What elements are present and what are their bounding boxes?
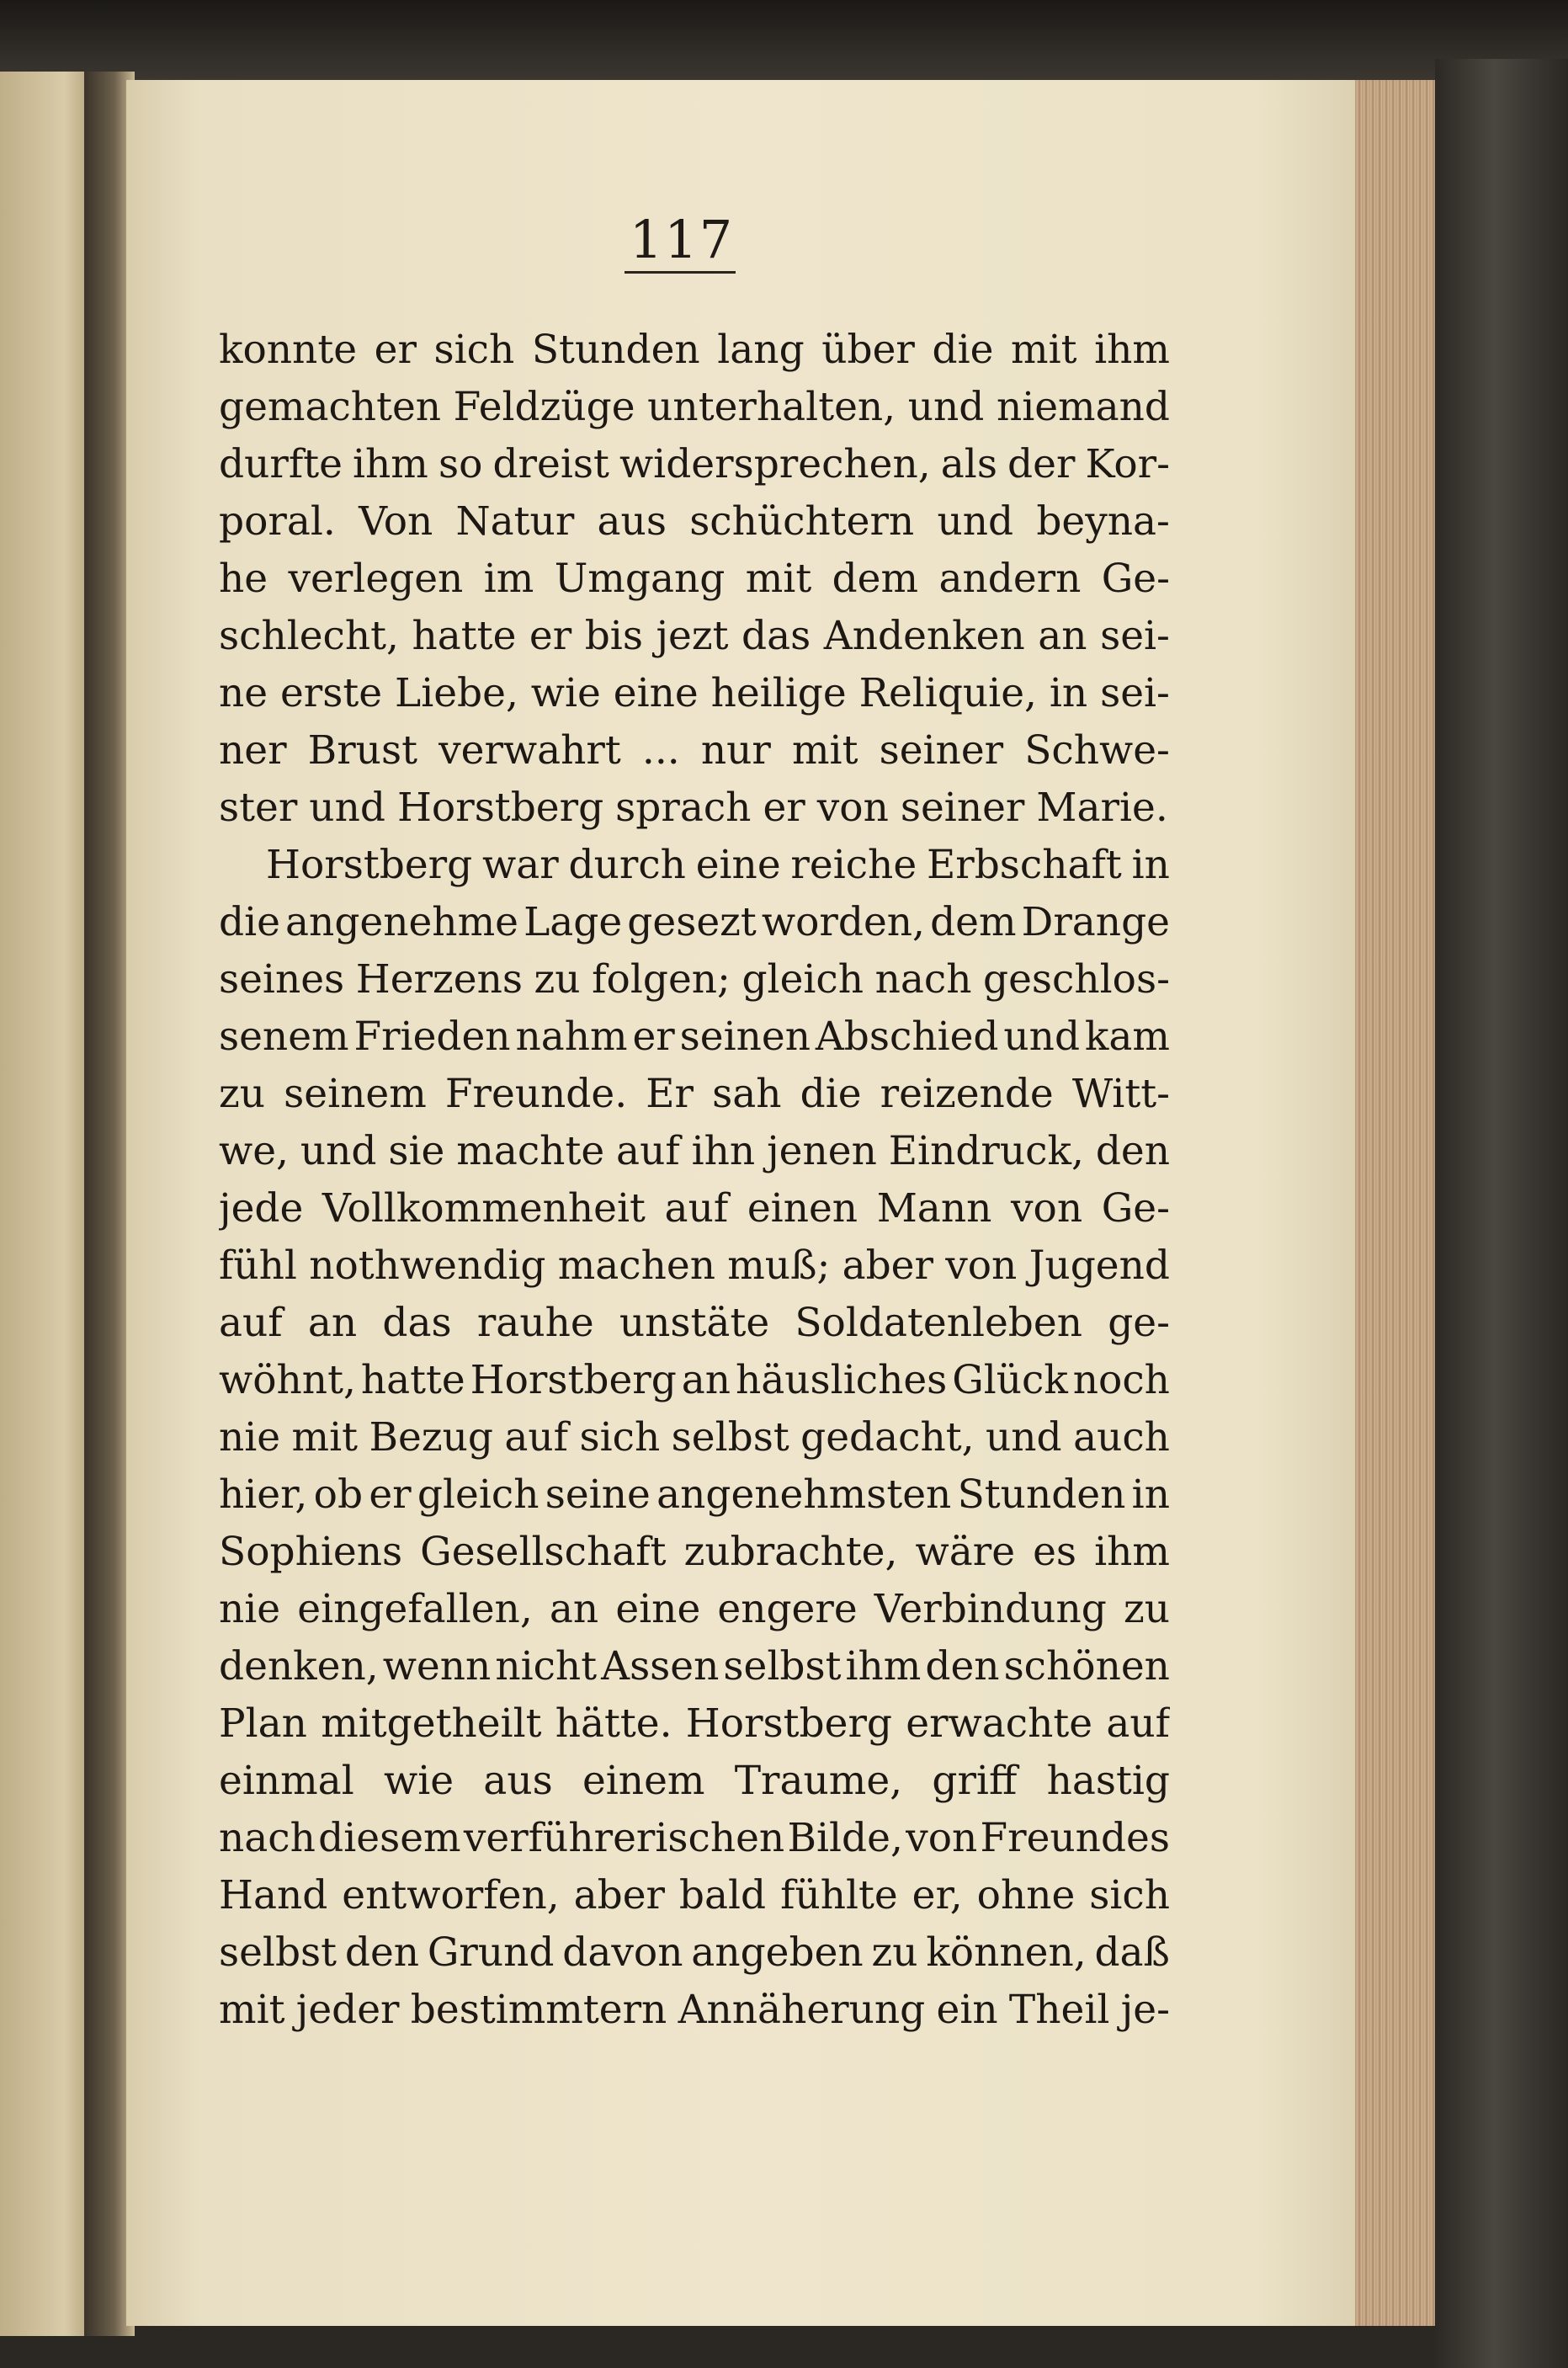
text-line: nach diesem verführerischen Bilde, von Freundes xyxy=(219,1815,1170,1861)
page-number-rule xyxy=(625,271,736,274)
text-line: ster und Horstberg sprach er von seiner Marie. xyxy=(219,785,1168,831)
text-line: seines Herzens zu folgen; gleich nach geschlos- xyxy=(219,956,1170,1003)
text-line: he verlegen im Umgang mit dem andern Ge- xyxy=(219,556,1170,602)
text-line: mit jeder bestimmtern Annäherung ein Theil je- xyxy=(219,1987,1170,2033)
text-line: ner Brust verwahrt ... nur mit seiner Schwe- xyxy=(219,727,1170,774)
text-line: gemachten Feldzüge unterhalten, und niemand xyxy=(219,384,1170,430)
text-line: ne erste Liebe, wie eine heilige Reliquie, in sei- xyxy=(219,670,1170,716)
book-cover-top xyxy=(0,0,1568,80)
page-number: 117 xyxy=(629,209,735,270)
text-line: Sophiens Gesellschaft zubrachte, wäre es ihm xyxy=(219,1529,1170,1575)
text-line: jede Vollkommenheit auf einen Mann von Ge- xyxy=(219,1185,1170,1232)
text-line: Horstberg war durch eine reiche Erbschaft in xyxy=(266,842,1170,888)
text-line: schlecht, hatte er bis jezt das Andenken an sei- xyxy=(219,613,1170,659)
text-line: durfte ihm so dreist widersprechen, als der Kor- xyxy=(219,441,1170,487)
text-line: nie mit Bezug auf sich selbst gedacht, und auch xyxy=(219,1414,1170,1461)
body-text xyxy=(219,322,1170,2039)
text-line: fühl nothwendig machen muß; aber von Jugend xyxy=(219,1243,1170,1289)
text-line: hier, ob er gleich seine angenehmsten Stunden in xyxy=(219,1471,1170,1518)
text-line: denken, wenn nicht Assen selbst ihm den schönen xyxy=(219,1643,1170,1690)
text-line: Hand entworfen, aber bald fühlte er, ohne sich xyxy=(219,1872,1170,1918)
text-line: zu seinem Freunde. Er sah die reizende Witt- xyxy=(219,1071,1170,1117)
text-line: we, und sie machte auf ihn jenen Eindruck, den xyxy=(219,1128,1170,1174)
text-line: die angenehme Lage gesezt worden, dem Drange xyxy=(219,899,1170,945)
book-binding xyxy=(1435,59,1568,2368)
text-line: senem Frieden nahm er seinen Abschied und kam xyxy=(219,1014,1170,1060)
text-line: konnte er sich Stunden lang über die mit ihm xyxy=(219,327,1170,373)
page-stack-edge xyxy=(1355,80,1435,2326)
text-line: auf an das rauhe unstäte Soldatenleben ge- xyxy=(219,1300,1170,1346)
text-line: wöhnt, hatte Horstberg an häusliches Glück noch xyxy=(219,1357,1170,1403)
text-line: selbst den Grund davon angeben zu können, daß xyxy=(219,1929,1170,1976)
text-line: nie eingefallen, an eine engere Verbindung zu xyxy=(219,1586,1170,1632)
text-line: einmal wie aus einem Traume, griff hastig xyxy=(219,1758,1170,1804)
text-line: Plan mitgetheilt hätte. Horstberg erwachte auf xyxy=(219,1700,1170,1747)
text-line: poral. Von Natur aus schüchtern und beyna- xyxy=(219,498,1170,545)
